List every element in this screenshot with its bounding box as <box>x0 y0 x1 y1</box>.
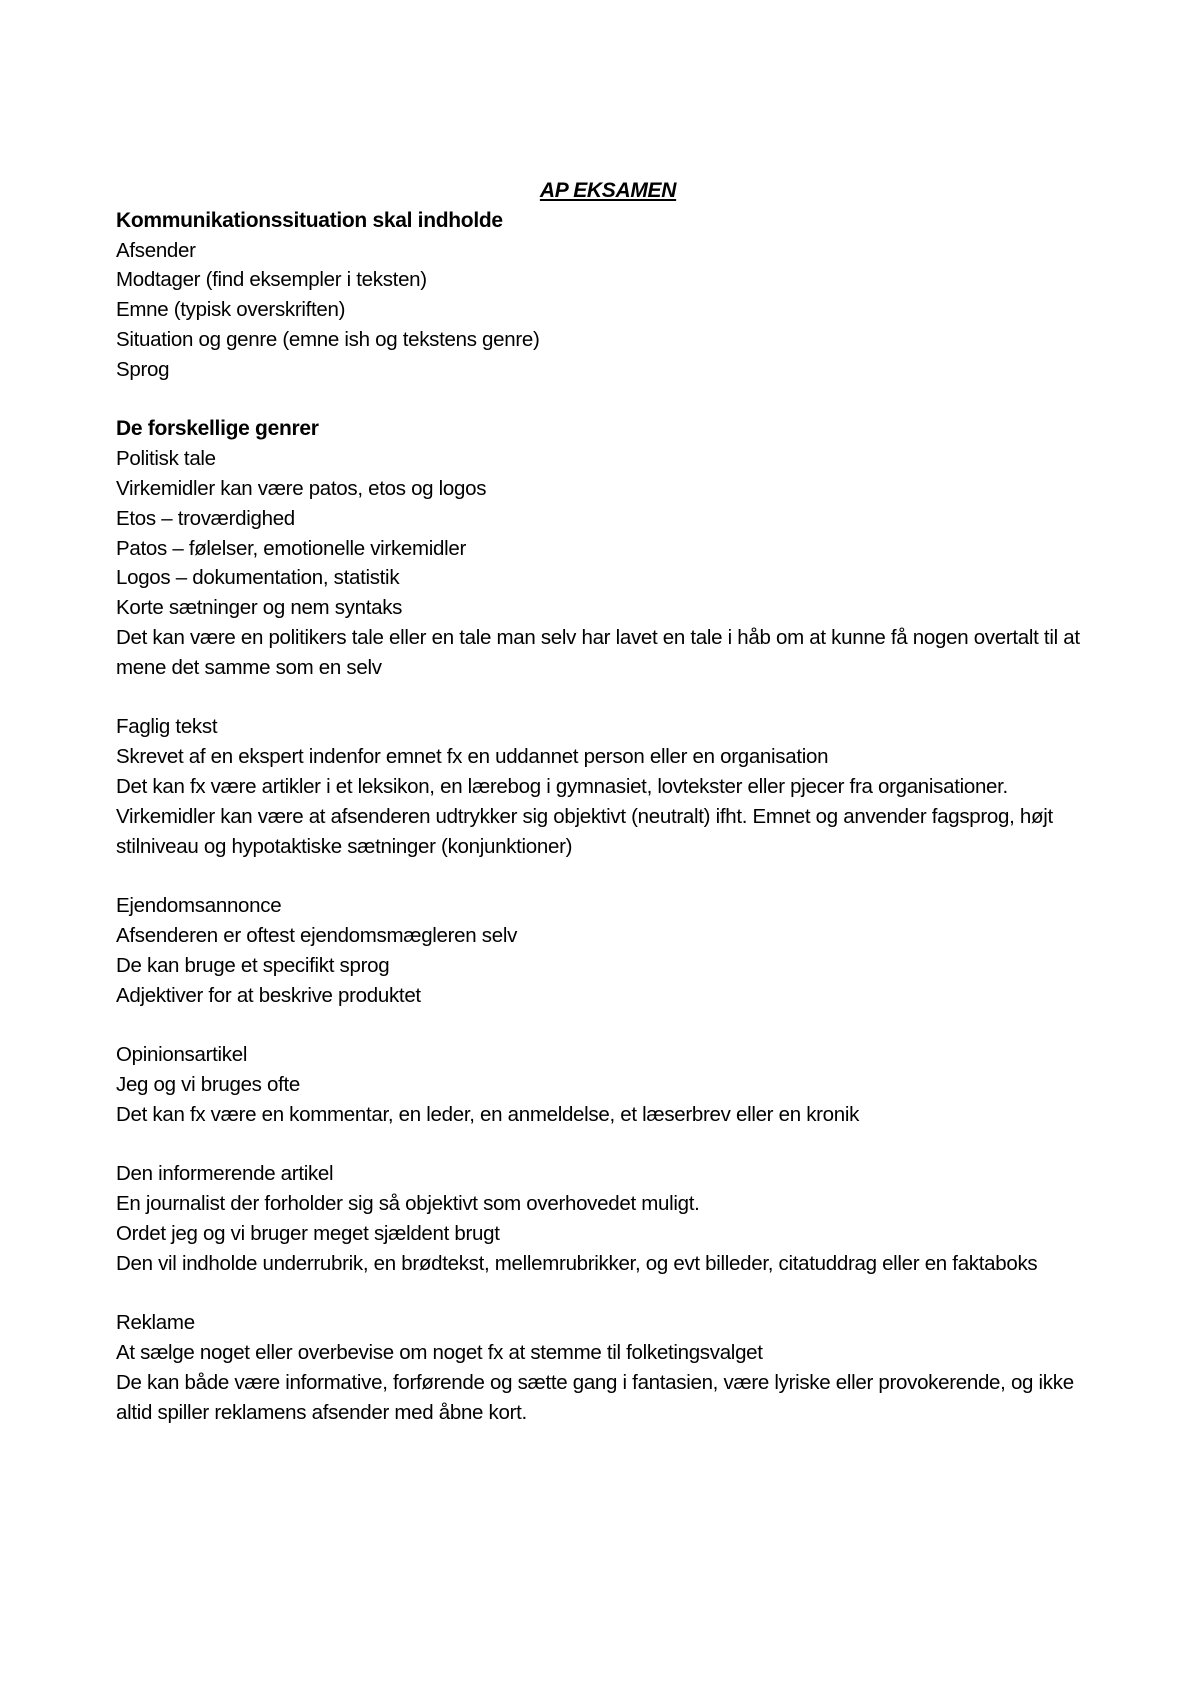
paragraph-line: En journalist der forholder sig så objektivt som overhovedet muligt. <box>116 1192 700 1216</box>
paragraph-line: Det kan være en politikers tale eller en tale man selv har lavet en tale i håb om at kunne få nogen overtalt til at mene det samme som en selv <box>116 625 1080 679</box>
list-item: Situation og genre (emne ish og tekstens genre) <box>116 327 540 351</box>
section-heading: Kommunikationssituation skal indholde <box>116 208 503 232</box>
paragraph-line: Jeg og vi bruges ofte <box>116 1072 301 1096</box>
list-item: Afsender <box>116 238 196 262</box>
list-item: Modtager (find eksempler i teksten) <box>116 268 427 292</box>
genre-title: Reklame <box>116 1311 195 1335</box>
genre-informerende-artikel <box>116 1159 1100 1278</box>
paragraph-line: Afsenderen er oftest ejendomsmægleren selv <box>116 923 518 947</box>
genre-title: Opinionsartikel <box>116 1043 248 1067</box>
paragraph-line: Patos – følelser, emotionelle virkemidler <box>116 536 467 560</box>
section-heading: De forskellige genrer <box>116 417 319 441</box>
genre-title: Den informerende artikel <box>116 1162 334 1186</box>
paragraph-line: Skrevet af en ekspert indenfor emnet fx en uddannet person eller en organisation <box>116 745 829 769</box>
paragraph-line: Virkemidler kan være at afsenderen udtrykker sig objektivt (neutralt) ifht. Emnet og anvender fagsprog, højt stilniveau og hypotaktiske sætninger (konjunktioner) <box>116 804 1053 858</box>
paragraph-line: Korte sætninger og nem syntaks <box>116 596 403 620</box>
paragraph-line: Ordet jeg og vi bruger meget sjældent brugt <box>116 1221 500 1245</box>
paragraph-line: De kan både være informative, forførende og sætte gang i fantasien, være lyriske eller provokerende, og ikke altid spiller reklamens afsender med åbne kort. <box>116 1370 1074 1424</box>
paragraph-line: De kan bruge et specifikt sprog <box>116 953 390 977</box>
paragraph-line: Logos – dokumentation, statistik <box>116 566 400 590</box>
document-title: AP EKSAMEN <box>539 179 677 202</box>
genre-ejendomsannonce <box>116 891 1100 1010</box>
genre-title: Politisk tale <box>116 447 216 471</box>
paragraph-line: Den vil indholde underrubrik, en brødtekst, mellemrubrikker, og evt billeder, citatuddrag eller en faktaboks <box>116 1251 1038 1275</box>
genre-title: Faglig tekst <box>116 715 218 739</box>
list-item: Emne (typisk overskriften) <box>116 298 346 322</box>
paragraph-line: Adjektiver for at beskrive produktet <box>116 983 421 1007</box>
genre-reklame <box>116 1308 1100 1427</box>
genre-title: Ejendomsannonce <box>116 894 282 918</box>
paragraph-line: Det kan fx være artikler i et leksikon, en lærebog i gymnasiet, lovtekster eller pjecer fra organisationer. <box>116 774 1008 798</box>
genre-politisk-tale <box>116 414 1100 682</box>
genre-faglig-tekst <box>116 712 1100 861</box>
genre-opinionsartikel <box>116 1040 1100 1129</box>
paragraph-line: Virkemidler kan være patos, etos og logos <box>116 476 487 500</box>
list-item: Sprog <box>116 357 170 381</box>
paragraph-line: Det kan fx være en kommentar, en leder, en anmeldelse, et læserbrev eller en kronik <box>116 1102 860 1126</box>
paragraph-line: At sælge noget eller overbevise om noget fx at stemme til folketingsvalget <box>116 1341 763 1365</box>
section-kommunikation <box>116 206 1100 385</box>
paragraph-line: Etos – troværdighed <box>116 506 295 530</box>
document-body <box>116 176 1100 1427</box>
